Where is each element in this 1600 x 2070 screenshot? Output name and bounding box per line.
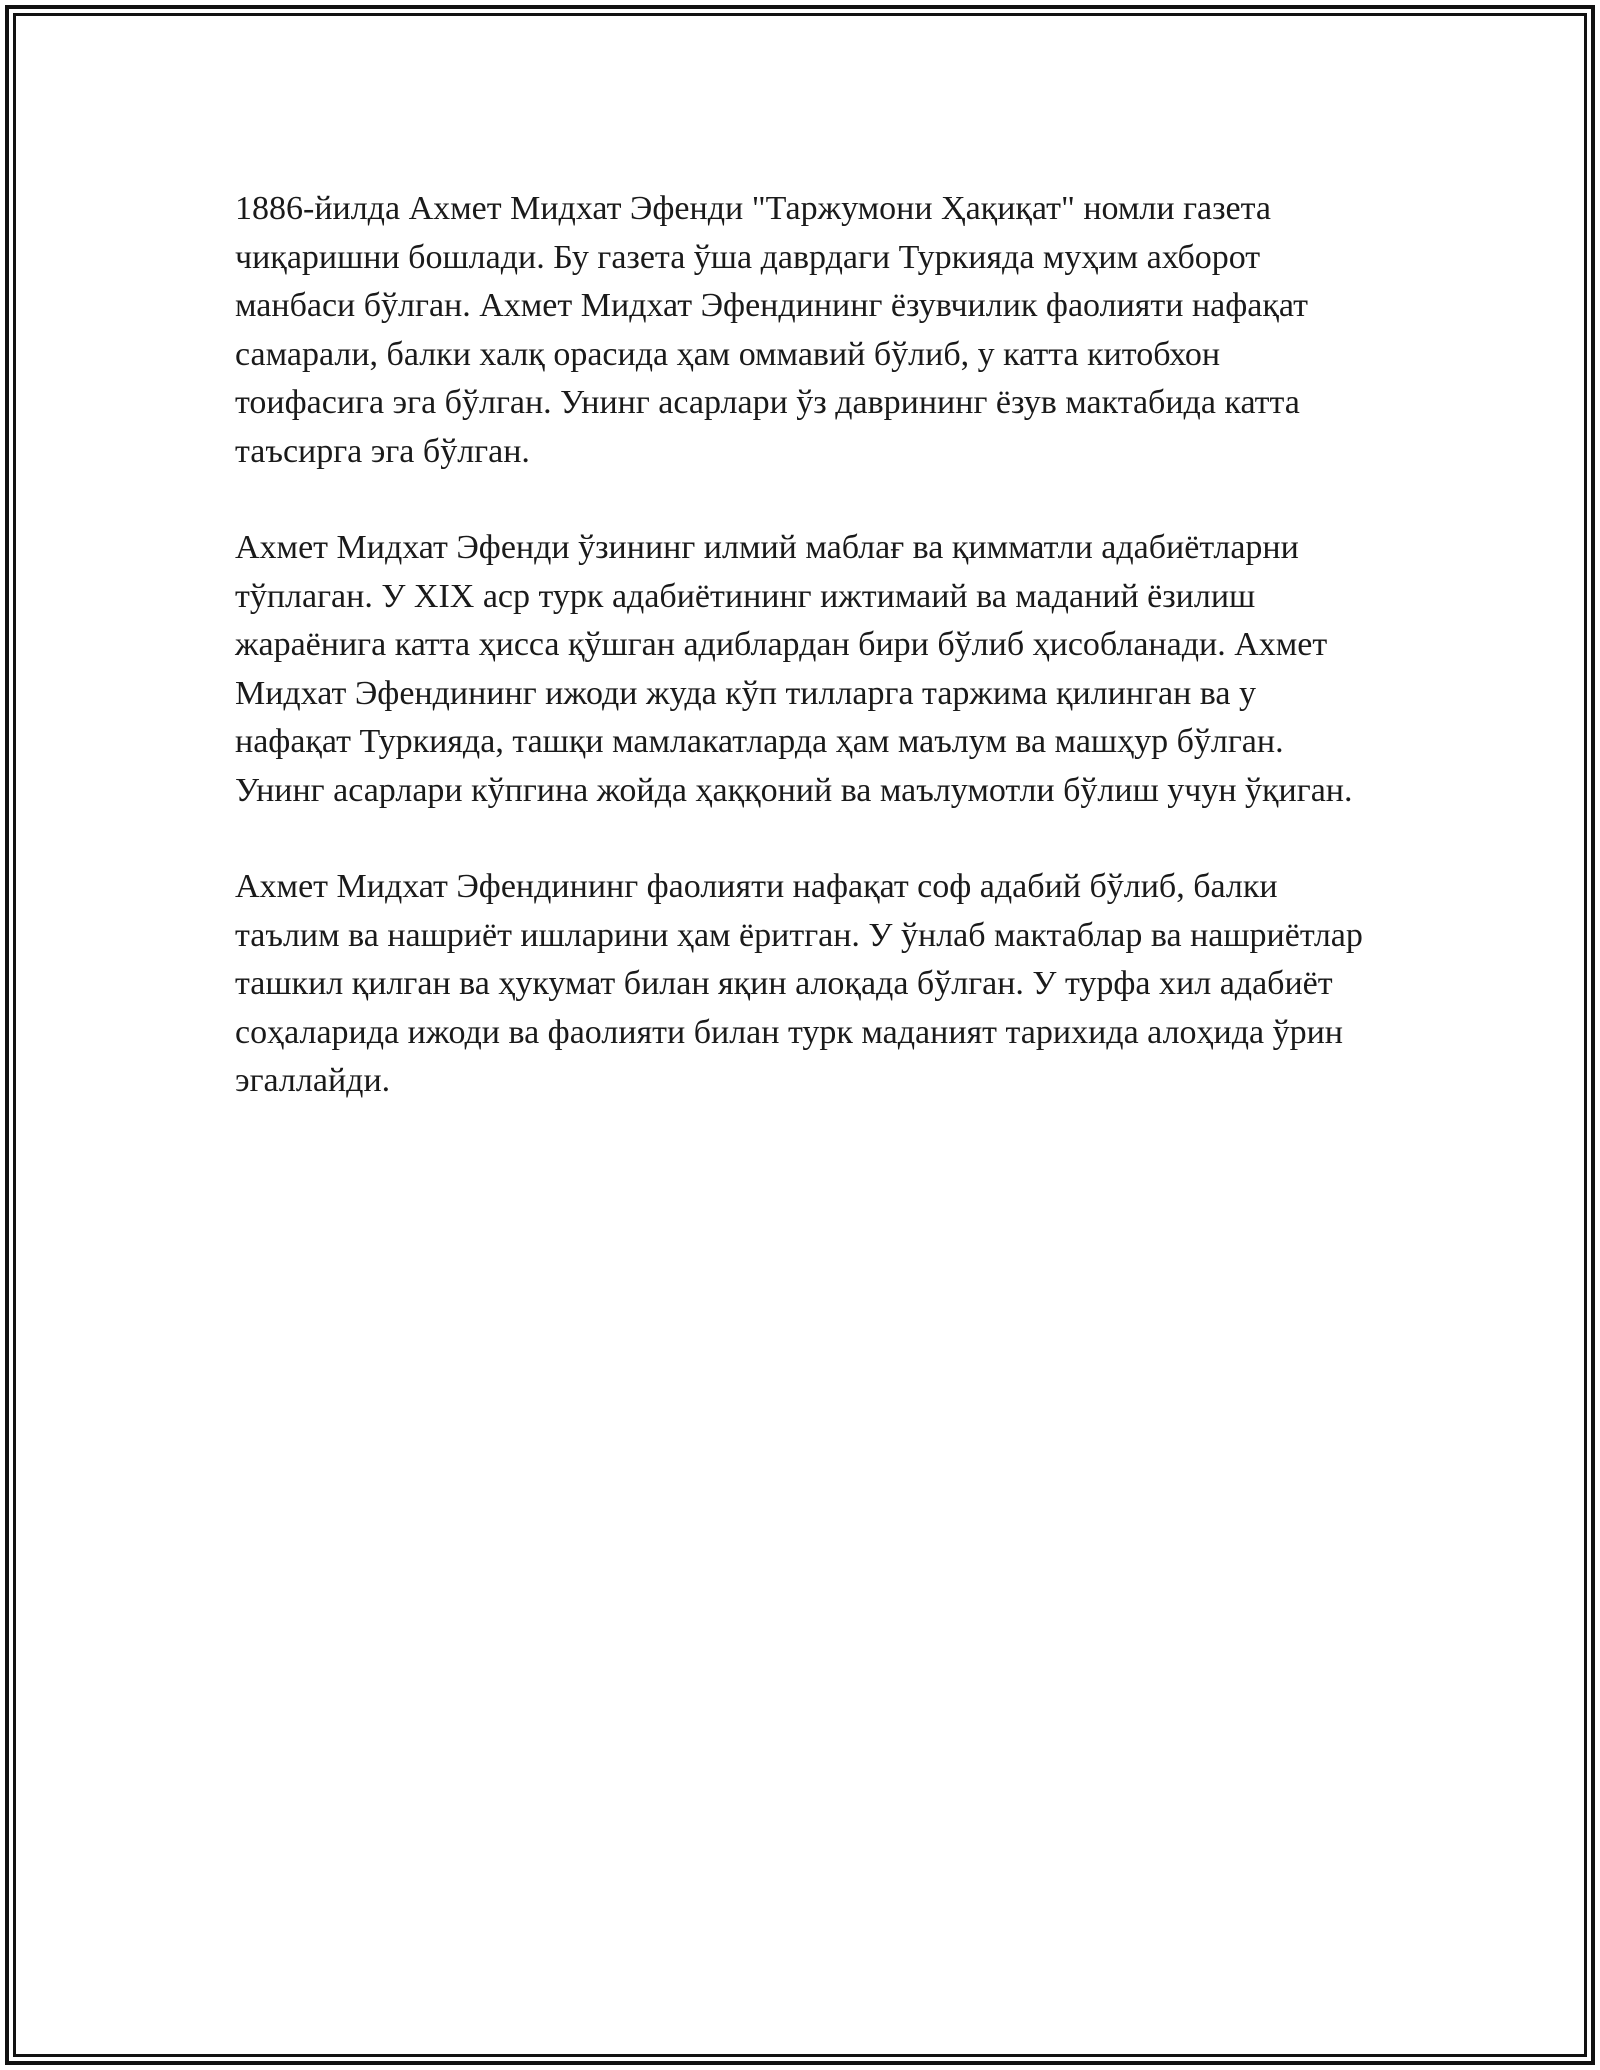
document-body <box>235 185 1375 1154</box>
paragraph-2: Ахмет Мидхат Эфенди ўзининг илмий маблағ ва қимматли адабиётларни тўплаган. У XIX аср турк адабиётининг ижтимаий ва маданий ёзилиш жараёнига катта ҳисса қўшган адиблардан бири бўлиб ҳисобланади. Ахмет Мидхат Эфендининг ижоди жуда кўп тилларга таржима қилинган ва у нафақат Туркияда, ташқи мамлакатларда ҳам маълум ва машҳур бўлган. Унинг асарлари кўпгина жойда ҳаққоний ва маълумотли бўлиш учун ўқиган. <box>235 529 1353 809</box>
paragraph-3: Ахмет Мидхат Эфендининг фаолияти нафақат соф адабий бўлиб, балки таълим ва нашриёт ишларини ҳам ёритган. У ўнлаб мактаблар ва нашриётлар ташкил қилган ва ҳукумат билан яқин алоқада бўлган. У турфа хил адабиёт соҳаларида ижоди ва фаолияти билан турк маданият тарихида алоҳида ўрин эгаллайди. <box>235 868 1363 1099</box>
paragraph-1: 1886-йилда Ахмет Мидхат Эфенди "Таржумони Ҳақиқат" номли газета чиқаришни бошлади. Бу газета ўша даврдаги Туркияда муҳим ахборот манбаси бўлган. Ахмет Мидхат Эфендининг ёзувчилик фаолияти нафақат самарали, балки халқ орасида ҳам оммавий бўлиб, у катта китобхон тоифасига эга бўлган. Унинг асарлари ўз даврининг ёзув мактабида катта таъсирга эга бўлган. <box>235 190 1308 470</box>
